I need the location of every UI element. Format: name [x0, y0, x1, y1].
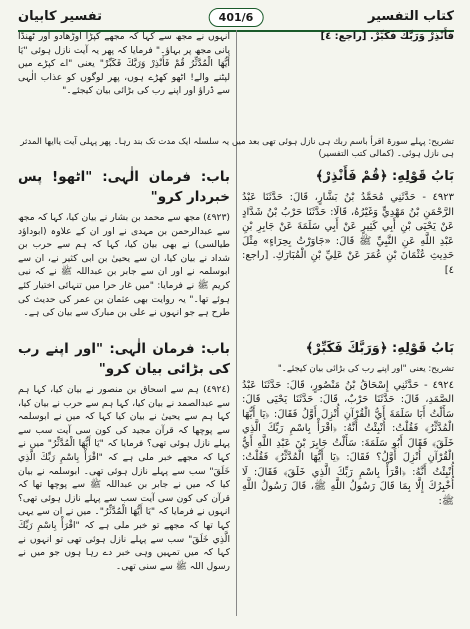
top-arabic-column — [242, 30, 454, 48]
explanation-note — [18, 136, 454, 160]
section-title: تفسیر کابیان — [18, 9, 102, 24]
section2-note: تشریح: یعنی "اور اپنے رب کی بڑائی بیان کیجئے۔" — [277, 364, 454, 374]
book-title: كتاب التفسير — [368, 9, 454, 24]
section1-heading-urdu: باب: فرمان الٰہی: "اٹھو! پس خبردار کرو" — [18, 169, 230, 205]
section2-urdu-column — [18, 336, 230, 576]
section2-heading-urdu: باب: فرمان الٰہی: "اور اپنے رب کی بڑائی بیان کرو" — [18, 341, 230, 377]
hadith-4923-urdu: (٤٩٢٣) مجھ سے محمد بن بشار نے بیان کیا، کہا کہ مجھ سے عبدالرحمن بن مہدی نے اور ان کے علاوہ (ابوداؤد طیالسی) نے بھی بیان کیا، کہا کہ ہم سے حرب بن شداد نے بیان کیا، ان سے یحییٰ بن ابی کثیر نے، ان سے ابوسلمہ نے اور ان سے جابر بن عبداللہ ﷺ نے کہ نبی کریم ﷺ نے فرمایا: "میں غار حرا میں تنہائی اختیار کئے ہوئے تھا۔" یہ روایت بھی عثمان بن عمر کی حدیث کی طرح ہے جو انہوں نے علی بن مبارک سے بیان کی ہے۔ — [17, 212, 230, 319]
content-columns — [18, 30, 454, 620]
top-translation: انہوں نے مجھ سے کہا کہ مجھے کپڑا اوڑھادو اور ٹھنڈا پانی مجھ پر بہاؤ۔" فرمایا کہ پھر یہ آیت نازل ہوئی "يَا أَيُّهَا الْمُدَّثِّرُ قُمْ فَأَنْذِرْ وَرَبَّكَ فَكَبِّرْ" یعنی "اے کپڑے میں لپٹنے والے! اٹھو کھڑے ہوں، پھر لوگوں کو عذاب الٰہی سے ڈراؤ اور اپنے رب کی بڑائی بیان کیجئے۔" — [18, 31, 230, 97]
hadith-4923-arabic: ٤٩٢٣ - حَدَّثَنِي مُحَمَّدُ بْنُ بَشَّارٍ، قَالَ: حَدَّثَنَا عَبْدُ الرَّحْمَنِ بْنُ مَهْدِيٍّ وَغَيْرُهُ، قَالَا: حَدَّثَنَا حَرْبُ بْنُ شَدَّادٍ عَنْ يَحْيَى بْنِ أَبِي كَثِيرٍ عَنْ أَبِي سَلَمَةَ عَنْ جَابِرِ بْنِ عَبْدِ اللَّهِ عَنِ النَّبِيِّ ﷺ قَالَ: «جَاوَرْتُ بِحِرَاءٍ» مِثْلَ حَدِيثِ عُثْمَانَ بْنِ عُمَرَ عَنْ عَلِيِّ بْنِ الْمُبَارَكِ. [راجع: ٤] — [242, 192, 454, 276]
section1-arabic-column — [242, 164, 454, 281]
page-header — [18, 8, 454, 32]
section1-heading-arabic: بَابُ قَوْلِهِ: ﴿قُمْ فَأَنْذِرْ﴾ — [315, 169, 454, 184]
verse-text: فَأَنْذِرْ وَرَبَّكَ فَكَبِّرْ. [راجع: ٤] — [320, 31, 454, 42]
section2-arabic-column — [242, 336, 454, 512]
page-number: 401/6 — [209, 8, 264, 27]
hadith-4924-arabic: ٤٩٢٤ - حَدَّثَنِي إِسْحَاقُ بْنُ مَنْصُورٍ، قَالَ: حَدَّثَنَا عَبْدُ الصَّمَدِ، قَالَ: حَدَّثَنَا حَرْبٌ، قَالَ: حَدَّثَنَا يَحْيَى قَالَ: سَأَلْتُ أَبَا سَلَمَةَ أَيُّ الْقُرْآنِ أُنْزِلَ أَوَّلُ فَقَالَ: ﴿يَا أَيُّهَا الْمُدَّثِّرُ﴾ فَقُلْتُ: أُنْبِئْتُ أَنَّهُ: ﴿اقْرَأْ بِاسْمِ رَبِّكَ الَّذِي خَلَقَ﴾ فَقَالَ أَبُو سَلَمَةَ: سَأَلْتُ جَابِرَ بْنَ عَبْدِ اللَّهِ أَيُّ الْقُرْآنِ أُنْزِلَ أَوَّلُ؟ فَقَالَ: ﴿يَا أَيُّهَا الْمُدَّثِّرُ﴾ فَقُلْتُ: أُنْبِئْتُ أَنَّهُ: ﴿اقْرَأْ بِاسْمِ رَبِّكَ الَّذِي خَلَقَ﴾ فَقَالَ: لَا أُخْبِرُكَ إِلَّا بِمَا قَالَ رَسُولُ اللَّهِ ﷺ، قَالَ رَسُولُ اللَّهِ ﷺ: — [242, 379, 454, 507]
hadith-4924-urdu: (٤٩٢٤) ہم سے اسحاق بن منصور نے بیان کیا، کہا ہم سے عبدالصمد نے بیان کیا، کہا ہم سے حرب نے بیان کیا، کہا ہم سے یحییٰ نے بیان کیا کہا کہ میں نے ابوسلمہ سے پوچھا کہ قرآن مجید کی کون سی آیت سب سے پہلے نازل ہوئی تھی؟ فرمایا کہ "يَا أَيُّهَا الْمُدَّثِّرُ" میں نے کہا کہ مجھے خبر ملی ہے کہ "اقْرَأْ بِاسْمِ رَبِّكَ الَّذِي خَلَقَ" سب سے پہلے نازل ہوئی تھی۔ ابوسلمہ نے بیان کیا کہ میں نے جابر بن عبداللہ ﷺ سے پوچھا تھا کہ قرآن کی کون سی آیت سب سے پہلے نازل ہوئی تھی؟ انہوں نے فرمایا کہ "يَا أَيُّهَا الْمُدَّثِّرُ"۔ میں نے ان سے یہی کہا تھا کہ مجھے تو خبر ملی ہے کہ "اقْرَأْ بِاسْمِ رَبِّكَ الَّذِي خَلَقَ" سب سے پہلے نازل ہوئی تھی تو انہوں نے کہا کہ میں تمہیں وہی خبر دے رہا ہوں جو میں نے رسول اللہ ﷺ سے سنی تھی۔ — [18, 384, 230, 572]
column-divider — [236, 30, 237, 616]
top-urdu-column — [18, 30, 230, 101]
section1-urdu-column — [18, 164, 230, 323]
section2-heading-arabic: بَابُ قَوْلِهِ: ﴿وَرَبَّكَ فَكَبِّرْ﴾ — [305, 341, 454, 356]
explanation-text: تشریح: پہلے سورۃ اقرأ باسم ربك ہی نازل ہوئی تھی بعد میں یہ سلسلہ ایک مدت تک بند رہا۔ پھر پہلی آیت یاایھا المدثر ہی نازل ہوئی۔ (کمالی کتب التفسیر) — [20, 137, 454, 159]
